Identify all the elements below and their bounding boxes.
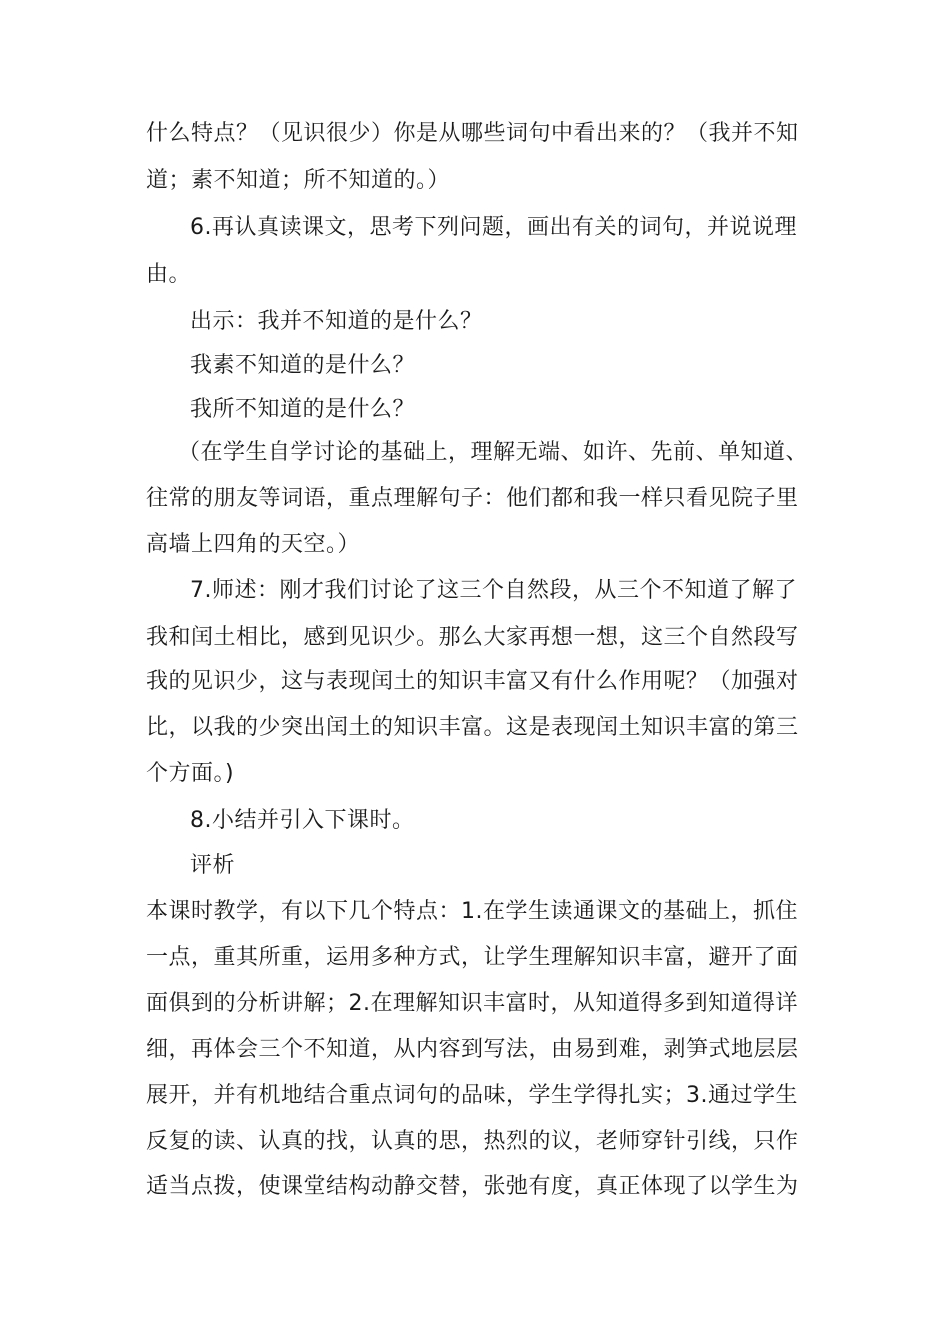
text-line: 面俱到的分析讲解；2.在理解知识丰富时，从知道得多到知道得详 <box>146 991 798 1016</box>
text-line: 由。 <box>146 262 192 287</box>
text-line: 什么特点？（见识很少）你是从哪些词句中看出来的？（我并不知 <box>146 121 799 146</box>
text-line: 7.师述：刚才我们讨论了这三个自然段，从三个不知道了解了 <box>190 578 797 603</box>
text-line: 一点，重其所重，运用多种方式，让学生理解知识丰富，避开了面 <box>146 945 799 970</box>
text-line: 细，再体会三个不知道，从内容到写法，由易到难，剥笋式地层层 <box>146 1037 799 1062</box>
text-line: 道；素不知道；所不知道的。） <box>146 168 451 193</box>
text-line: 我和闰土相比，感到见识少。那么大家再想一想，这三个自然段写 <box>146 625 799 650</box>
text-line: 本课时教学，有以下几个特点：1.在学生读通课文的基础上，抓住 <box>146 899 798 924</box>
text-line: （在学生自学讨论的基础上，理解无端、如许、先前、单知道、 <box>178 440 809 465</box>
text-line: 我的见识少，这与表现闰土的知识丰富又有什么作用呢？（加强对 <box>146 669 799 694</box>
text-line: 展开，并有机地结合重点词句的品味，学生学得扎实；3.通过学生 <box>146 1083 798 1108</box>
text-line: 适当点拨，使课堂结构动静交替，张弛有度，真正体现了以学生为 <box>146 1174 799 1199</box>
text-line: 个方面。) <box>146 761 235 786</box>
section-heading: 评析 <box>190 853 236 878</box>
text-line: 反复的读、认真的找，认真的思，热烈的议，老师穿针引线，只作 <box>146 1129 799 1154</box>
text-line: 6.再认真读课文，思考下列问题，画出有关的词句，并说说理 <box>190 215 797 240</box>
text-line: 8.小结并引入下课时。 <box>190 808 415 833</box>
text-line: 高墙上四角的天空。） <box>146 532 361 557</box>
text-line: 往常的朋友等词语，重点理解句子：他们都和我一样只看见院子里 <box>146 486 799 511</box>
text-line: 出示：我并不知道的是什么？ <box>190 309 483 334</box>
text-line: 我素不知道的是什么？ <box>190 353 416 378</box>
text-line: 我所不知道的是什么？ <box>190 397 416 422</box>
text-line: 比，以我的少突出闰土的知识丰富。这是表现闰土知识丰富的第三 <box>146 715 799 740</box>
